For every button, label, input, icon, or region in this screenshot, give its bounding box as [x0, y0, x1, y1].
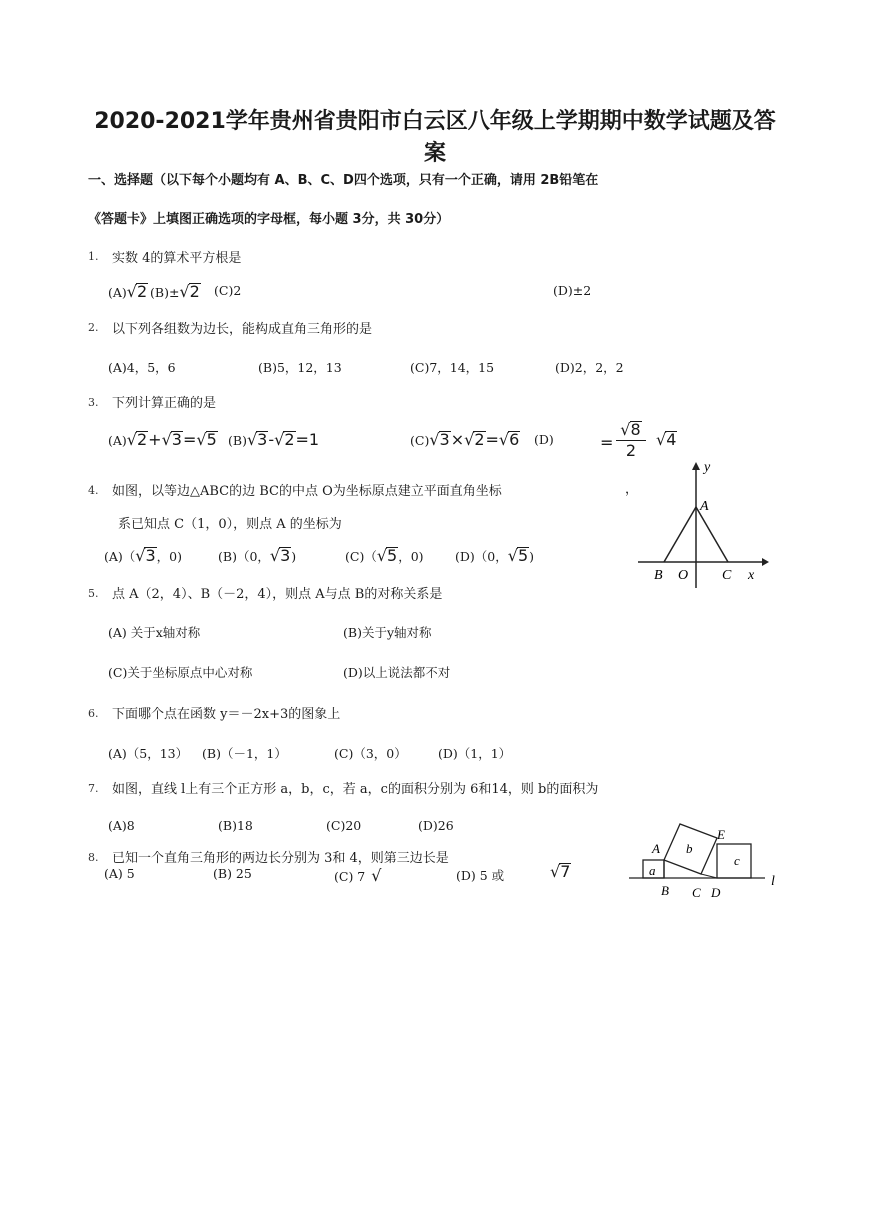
option-b: (B)（－1，1）: [202, 746, 287, 761]
label-c: C: [722, 568, 732, 583]
option-b-label: (B)±: [150, 285, 180, 300]
option-d: (D)2，2，2: [555, 360, 624, 375]
question-number: 5.: [88, 587, 99, 600]
question-text: 点 A（2，4）、B（－2，4），则点 A与点 B的对称关系是: [112, 587, 443, 602]
option-c: (C)关于坐标原点中心对称: [108, 665, 253, 680]
option-a: (A)（5，13）: [108, 746, 189, 761]
section-heading-line-2: 《答题卡》上填图正确选项的字母框，每小题 3分，共 30分）: [88, 212, 450, 227]
option-d: (D)（1，1）: [438, 746, 512, 761]
option-b: (B)（0，√3): [218, 546, 297, 565]
option-c: (C)7，14，15: [410, 360, 495, 375]
option-c: (C)√3×√2=√6: [410, 430, 520, 449]
figure-triangle-axes: [630, 455, 770, 595]
label-d: D: [711, 885, 721, 900]
option-a: [108, 282, 148, 301]
question-text: 以下列各组数为边长，能构成直角三角形的是: [112, 322, 373, 337]
sqrt-2: √2: [179, 282, 200, 301]
option-a: (A) 5: [104, 866, 135, 881]
option-d: (D) 5 或: [456, 868, 505, 883]
option-a: (A)8: [108, 818, 135, 833]
option-d: (D)（0，√5): [455, 546, 535, 565]
figure-squares-on-line: [625, 815, 785, 905]
label-l: l: [771, 874, 775, 889]
question-number: 3.: [88, 396, 99, 409]
option-c: (C)2: [214, 283, 242, 298]
section-heading-line-1: 一、选择题（以下每个小题均有 A、B、C、D四个选项，只有一个正确，请用 2B铅笔在: [88, 173, 599, 188]
label-square-c: c: [734, 853, 740, 868]
label-b: B: [654, 568, 663, 583]
label-x: x: [748, 568, 755, 583]
question-number: 8.: [88, 851, 99, 864]
option-c: (C) 7 √: [334, 866, 382, 885]
sqrt-7: √7: [550, 862, 571, 881]
label-a-point: A: [652, 841, 660, 856]
option-c: (C)（√5，0): [345, 546, 424, 565]
question-text: 已知一个直角三角形的两边长分别为 3和 4，则第三边长是: [112, 851, 449, 866]
option-a: (A)4，5，6: [108, 360, 176, 375]
label-e: E: [717, 827, 725, 842]
question-text: 实数 4的算术平方根是: [112, 251, 242, 266]
option-b: (B)5，12，13: [258, 360, 342, 375]
option-b: [150, 282, 201, 301]
label-square-a: a: [649, 863, 656, 878]
option-c: (C)20: [326, 818, 362, 833]
side-ac: [696, 507, 728, 562]
label-c: C: [692, 885, 701, 900]
option-d: (D)以上说法都不对: [343, 665, 451, 680]
page-title-line-1: 2020-2021学年贵州省贵阳市白云区八年级上学期期中数学试题及答: [94, 109, 776, 134]
question-text: 如图，直线 l上有三个正方形 a，b，c，若 a，c的面积分别为 6和14，则 b的面积为: [112, 782, 599, 797]
side-ab: [664, 507, 696, 562]
question-number: 1.: [88, 250, 99, 263]
sqrt-2: √2: [126, 282, 148, 301]
question-text-cont: 系已知点 C（1，0），则点 A 的坐标为: [118, 517, 342, 532]
stray-comma: ，: [625, 482, 639, 497]
option-b: (B)关于y轴对称: [343, 625, 432, 640]
question-number: 2.: [88, 321, 99, 334]
question-number: 6.: [88, 707, 99, 720]
option-d: (D)±2: [553, 283, 592, 298]
option-d-fraction: √8 2: [616, 420, 646, 461]
page-title-line-2: 案: [423, 141, 446, 166]
option-b: (B)18: [218, 818, 253, 833]
option-c: (C)（3，0）: [334, 746, 407, 761]
option-d-expression: =: [600, 433, 614, 452]
option-a: (A)（√3，0): [104, 546, 183, 565]
option-a: (A) 关于x轴对称: [108, 625, 201, 640]
question-number: 4.: [88, 484, 99, 497]
sqrt-4: √4: [656, 430, 677, 449]
y-axis-arrow: [692, 462, 700, 470]
option-d: (D): [534, 432, 554, 447]
x-axis-arrow: [762, 558, 769, 566]
label-o: O: [678, 568, 689, 583]
label-square-b: b: [686, 841, 693, 856]
option-b: (B)√3-√2=1: [228, 430, 320, 449]
label-y: y: [704, 460, 711, 475]
label-a: A: [700, 499, 709, 514]
option-a-label: (A): [108, 285, 127, 300]
option-b: (B) 25: [213, 866, 252, 881]
question-text: 如图，以等边△ABC的边 BC的中点 O为坐标原点建立平面直角坐标: [112, 484, 502, 499]
option-d: (D)26: [418, 818, 454, 833]
question-text: 下列计算正确的是: [112, 396, 217, 411]
question-number: 7.: [88, 782, 99, 795]
question-text: 下面哪个点在函数 y＝－2x+3的图象上: [112, 707, 341, 722]
label-b: B: [661, 883, 669, 898]
option-a: (A)√2+√3=√5: [108, 430, 217, 449]
